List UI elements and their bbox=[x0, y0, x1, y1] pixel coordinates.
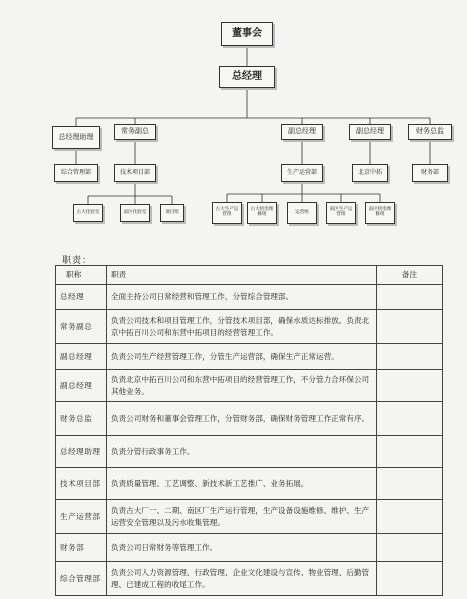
table-row bbox=[56, 370, 443, 402]
row-note bbox=[376, 310, 442, 344]
org-node-nanqu-production-group: 南区生产运营组 bbox=[326, 202, 356, 224]
row-role: 总经理助理 bbox=[56, 436, 107, 468]
table-row bbox=[56, 402, 443, 436]
table-row bbox=[56, 534, 443, 562]
org-node-ops-dept: 生产运营部 bbox=[281, 164, 323, 182]
row-role: 常务副总 bbox=[56, 310, 107, 344]
duties-table bbox=[55, 265, 443, 596]
header-note: 备注 bbox=[376, 266, 442, 285]
row-desc: 负责公司日常财务等管理工作。 bbox=[106, 534, 376, 562]
row-role: 生产运营部 bbox=[56, 500, 107, 534]
table-row bbox=[56, 468, 443, 500]
org-node-tech-dept: 技术项目部 bbox=[114, 164, 156, 182]
duties-caption: 职责： bbox=[62, 256, 93, 266]
row-role: 技术项目部 bbox=[56, 468, 107, 500]
row-note bbox=[376, 468, 442, 500]
org-node-guda-lab: 古大化验室 bbox=[73, 204, 103, 222]
org-node-operations-group: 运营组 bbox=[287, 202, 317, 224]
row-note bbox=[376, 285, 442, 310]
row-note bbox=[376, 500, 442, 534]
row-desc: 全面主持公司日常经营和管理工作，分管综合管理部。 bbox=[106, 285, 376, 310]
table-row bbox=[56, 500, 443, 534]
org-node-vp-2: 副总经理 bbox=[349, 124, 391, 140]
org-node-admin-dept: 综合管理部 bbox=[54, 164, 98, 182]
row-note bbox=[376, 370, 442, 402]
org-node-nanqu-lab: 南区化验室 bbox=[120, 204, 150, 222]
row-desc: 负责分管行政事务工作。 bbox=[106, 436, 376, 468]
row-role: 财务总监 bbox=[56, 402, 107, 436]
row-desc: 负责公司技术和项目管理工作，分管技术项目部，确保水质达标排放。负责北京中拓百川公司和东营中拓项目的经营管理工作。 bbox=[106, 310, 376, 344]
row-role: 副总经理 bbox=[56, 370, 107, 402]
org-node-beijing-zhongtuo: 北京中拓 bbox=[352, 164, 388, 182]
row-desc: 负责公司人力资源管理、行政管理、企业文化建设与宣传、物业管理、后勤管理、已建成工程的收尾工作。 bbox=[106, 562, 376, 596]
row-note bbox=[376, 562, 442, 596]
header-desc: 职责 bbox=[106, 266, 376, 285]
table-row bbox=[56, 310, 443, 344]
org-node-guda-maintenance-group: 古大机电维修组 bbox=[247, 202, 277, 224]
org-node-finance-dept: 财务部 bbox=[412, 164, 448, 182]
row-note bbox=[376, 344, 442, 370]
row-role: 总经理 bbox=[56, 285, 107, 310]
row-desc: 负责公司生产经营管理工作，分管生产运营部，确保生产正常运营。 bbox=[106, 344, 376, 370]
row-note bbox=[376, 436, 442, 468]
row-desc: 负责古大厂一、二期、南区厂生产运行管理，生产设备设施维修、维护、生产运营安全管理以及污水收集管理。 bbox=[106, 500, 376, 534]
org-node-nanqu-maintenance-group: 南区机电维修组 bbox=[365, 202, 395, 224]
header-role: 职称 bbox=[56, 266, 107, 285]
org-node-board: 董事会 bbox=[221, 22, 273, 46]
org-node-gm: 总经理 bbox=[219, 66, 275, 88]
row-note bbox=[376, 534, 442, 562]
table-row bbox=[56, 285, 443, 310]
org-node-gm-assistant: 总经理助理 bbox=[52, 126, 100, 149]
table-row bbox=[56, 562, 443, 596]
row-desc: 负责质量管理、工艺调整、新技术新工艺推广、业务拓展。 bbox=[106, 468, 376, 500]
row-role: 副总经理 bbox=[56, 344, 107, 370]
row-desc: 负责北京中拓百川公司和东营中拓项目的经营管理工作，不分管力合环保公司其他业务。 bbox=[106, 370, 376, 402]
org-node-project-group: 项目组 bbox=[160, 204, 184, 222]
table-header-row bbox=[56, 266, 443, 285]
org-node-cfo: 财务总监 bbox=[408, 124, 452, 140]
table-row bbox=[56, 344, 443, 370]
org-node-guda-production-group: 古大生产运营组 bbox=[212, 202, 242, 224]
row-role: 财务部 bbox=[56, 534, 107, 562]
row-note bbox=[376, 402, 442, 436]
org-node-executive-vp: 常务副总 bbox=[114, 124, 156, 140]
table-row bbox=[56, 436, 443, 468]
row-role: 综合管理部 bbox=[56, 562, 107, 596]
org-node-vp-1: 副总经理 bbox=[281, 124, 323, 140]
row-desc: 负责公司财务和董事会管理工作，分管财务部，确保财务管理工作正常有序。 bbox=[106, 402, 376, 436]
